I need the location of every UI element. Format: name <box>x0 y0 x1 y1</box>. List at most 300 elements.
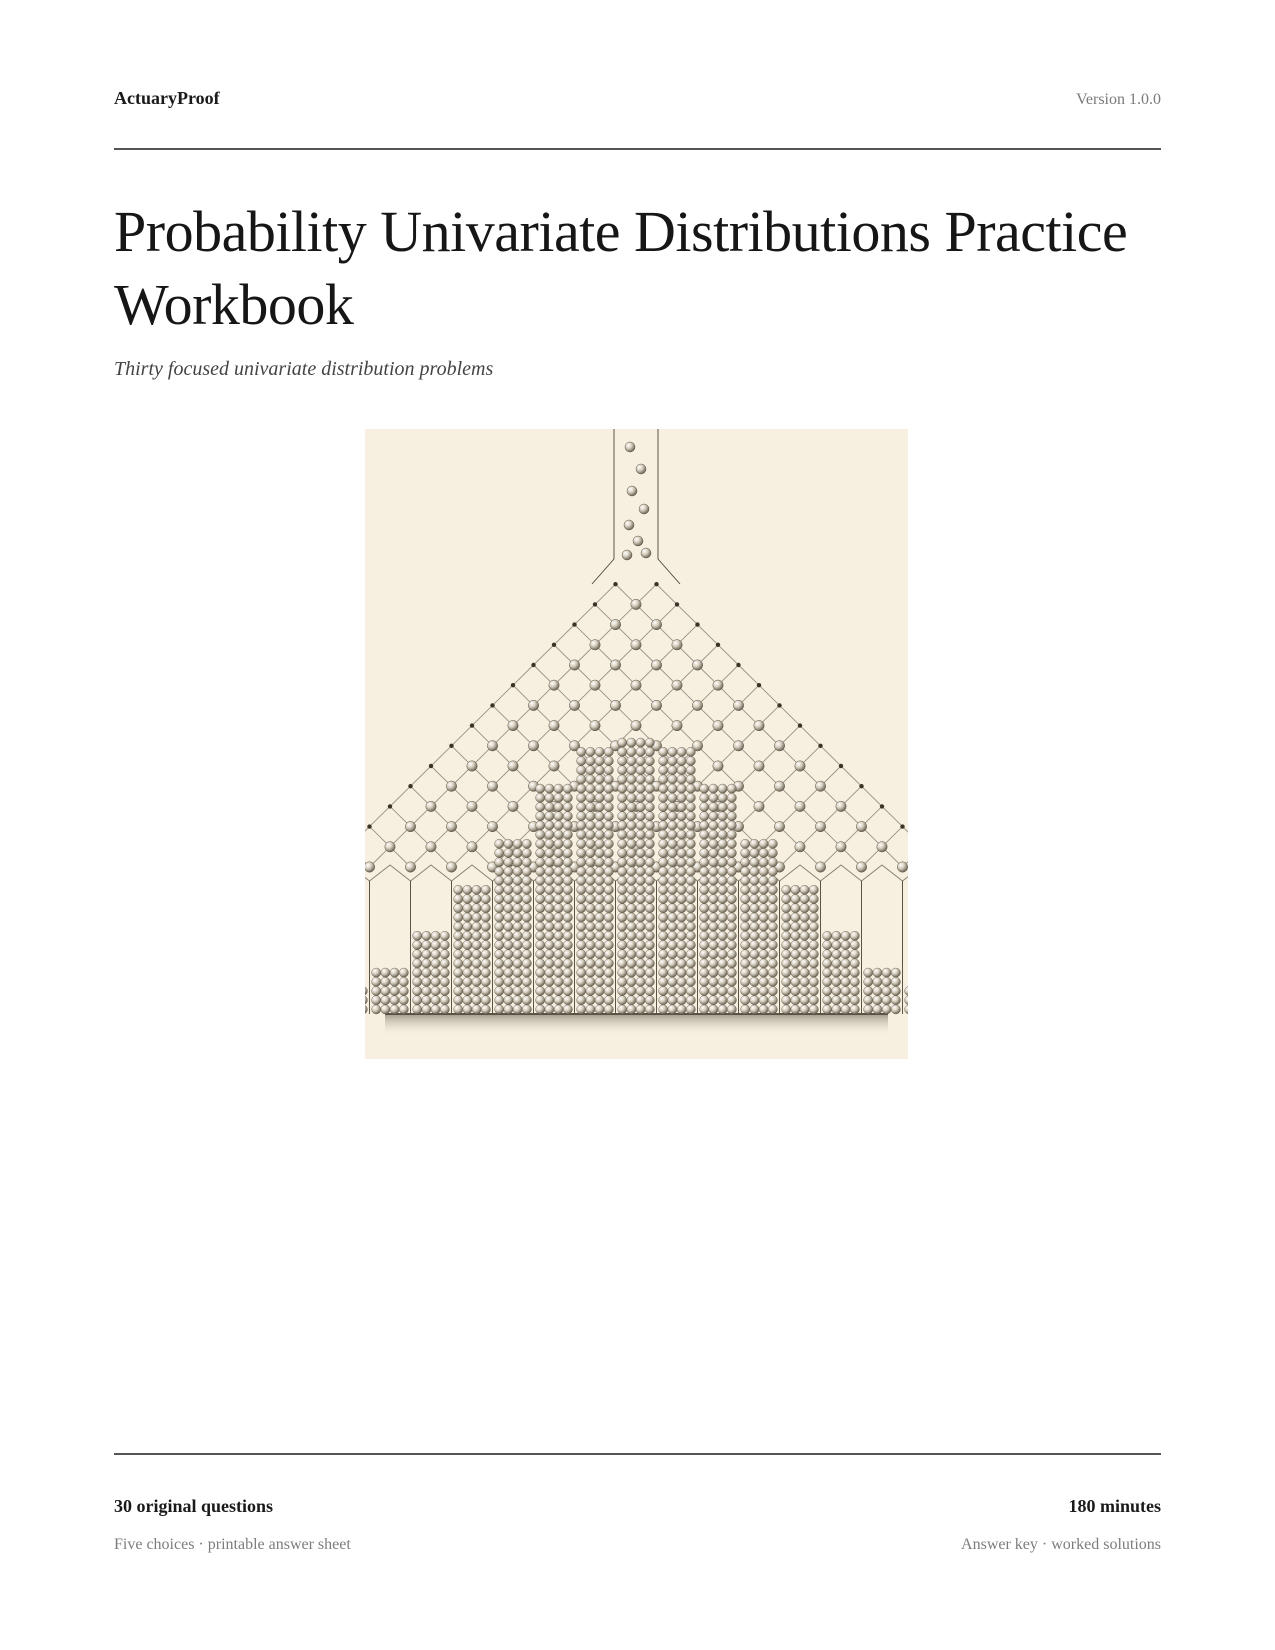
bin-ball <box>545 950 554 959</box>
bin-ball <box>750 858 759 867</box>
bin-ball <box>645 784 654 793</box>
bin-ball <box>577 756 586 765</box>
bin-ball <box>741 858 750 867</box>
bin-ball <box>636 812 645 821</box>
bin-ball <box>645 793 654 802</box>
bin-ball <box>782 986 791 995</box>
bin-ball <box>677 848 686 857</box>
bin-ball <box>709 867 718 876</box>
bin-ball <box>700 885 709 894</box>
bin-ball <box>522 848 531 857</box>
bin-ball <box>864 968 873 977</box>
bin-ball <box>636 839 645 848</box>
lattice-line <box>534 645 555 665</box>
bin-ball <box>759 931 768 940</box>
bin-ball <box>791 968 800 977</box>
bin-ball <box>782 950 791 959</box>
falling-ball <box>625 442 635 452</box>
bin-ball <box>554 996 563 1005</box>
bin-ball <box>709 904 718 913</box>
bin-ball <box>595 848 604 857</box>
bin-ball <box>832 931 841 940</box>
bin-ball <box>750 931 759 940</box>
question-format: Five choices · printable answer sheet <box>114 1536 351 1553</box>
bin-ball <box>545 812 554 821</box>
bin-ball <box>595 977 604 986</box>
bin-ball <box>850 940 859 949</box>
bin-ball <box>727 858 736 867</box>
bin-ball <box>782 931 791 940</box>
bin-ball <box>586 802 595 811</box>
lattice-line <box>821 746 842 766</box>
bin-ball <box>586 848 595 857</box>
peg <box>405 862 415 872</box>
bin-ball <box>554 839 563 848</box>
bin-ball <box>554 894 563 903</box>
bin-ball <box>595 894 604 903</box>
bin-ball <box>495 940 504 949</box>
peg <box>467 761 477 771</box>
bin-ball <box>645 775 654 784</box>
bin-ball <box>677 867 686 876</box>
bin-ball <box>791 996 800 1005</box>
lattice-line <box>390 786 411 806</box>
bin-ball <box>536 812 545 821</box>
bin-ball <box>686 913 695 922</box>
bin-ball <box>604 885 613 894</box>
peg <box>754 761 764 771</box>
bin-ball <box>659 775 668 784</box>
bin-ball <box>586 904 595 913</box>
bin-ball <box>372 986 381 995</box>
bin-ball <box>686 885 695 894</box>
peg-tip <box>531 663 535 667</box>
bin-ball <box>545 968 554 977</box>
bin-ball <box>677 913 686 922</box>
peg <box>836 801 846 811</box>
bin-ball <box>727 922 736 931</box>
bin-ball <box>823 996 832 1005</box>
bin-ball <box>627 922 636 931</box>
bin-ball <box>677 756 686 765</box>
bin-ball <box>677 858 686 867</box>
bin-ball <box>832 968 841 977</box>
bin-ball <box>522 839 531 848</box>
footer-divider <box>114 1453 1161 1455</box>
bin-ball <box>472 885 481 894</box>
bin-ball <box>686 802 695 811</box>
bin-ball <box>677 839 686 848</box>
peg <box>590 720 600 730</box>
bin-ball <box>677 996 686 1005</box>
bin-ball <box>495 996 504 1005</box>
bin-ball <box>440 986 449 995</box>
bin-ball <box>686 784 695 793</box>
bin-ball <box>659 821 668 830</box>
bin-ball <box>718 848 727 857</box>
bin-ball <box>668 986 677 995</box>
bin-ball <box>604 922 613 931</box>
bin-ball <box>782 913 791 922</box>
bin-ball <box>823 1005 832 1014</box>
bin-ball <box>618 885 627 894</box>
bin-ball <box>677 904 686 913</box>
bin-ball <box>800 996 809 1005</box>
bin-ball <box>554 931 563 940</box>
bin-ball <box>522 959 531 968</box>
bin-ball <box>741 922 750 931</box>
bin-ball <box>495 959 504 968</box>
peg <box>836 842 846 852</box>
bin-ball <box>741 839 750 848</box>
bin-ball <box>750 913 759 922</box>
bin-ball <box>636 747 645 756</box>
bin-ball <box>800 931 809 940</box>
bin-ball <box>563 867 572 876</box>
bin-ball <box>604 931 613 940</box>
bin-ball <box>700 876 709 885</box>
bin-ball <box>504 950 513 959</box>
bin-ball <box>659 766 668 775</box>
bin-ball <box>718 922 727 931</box>
lattice-line <box>370 806 391 826</box>
bin-ball <box>645 885 654 894</box>
bin-ball <box>545 876 554 885</box>
bin-ball <box>636 940 645 949</box>
bin-ball <box>586 775 595 784</box>
bin-ball <box>700 812 709 821</box>
peg-tip <box>388 804 392 808</box>
bin-ball <box>718 894 727 903</box>
bin-ball <box>727 959 736 968</box>
bin-ball <box>841 996 850 1005</box>
bin-ball <box>554 830 563 839</box>
peg <box>774 781 784 791</box>
bin-ball <box>832 950 841 959</box>
bin-ball <box>586 922 595 931</box>
peg-tip <box>880 804 884 808</box>
bin-ball <box>513 839 522 848</box>
bin-ball <box>545 931 554 940</box>
bin-ball <box>864 1005 873 1014</box>
bin-ball <box>686 766 695 775</box>
bin-ball <box>504 922 513 931</box>
peg <box>774 821 784 831</box>
footer-details <box>114 1536 1161 1554</box>
bin-ball <box>399 968 408 977</box>
bin-ball <box>864 996 873 1005</box>
bin-ball <box>727 931 736 940</box>
bin-ball <box>595 922 604 931</box>
bin-ball <box>905 996 908 1005</box>
bin-ball <box>472 959 481 968</box>
bin-ball <box>536 894 545 903</box>
galton-board-illustration <box>365 429 908 1059</box>
bin-ball <box>809 950 818 959</box>
bin-ball <box>668 756 677 765</box>
bin-ball <box>750 950 759 959</box>
bin-ball <box>718 968 727 977</box>
bin-ball <box>463 904 472 913</box>
bin-ball <box>636 885 645 894</box>
bin-ball <box>750 885 759 894</box>
bin-ball <box>759 1005 768 1014</box>
peg <box>508 720 518 730</box>
peg <box>365 862 375 872</box>
bin-ball <box>645 940 654 949</box>
bin-ball <box>727 977 736 986</box>
bin-ball <box>577 922 586 931</box>
bin-ball <box>750 959 759 968</box>
bin-ball <box>677 959 686 968</box>
bin-ball <box>636 931 645 940</box>
bin-ball <box>891 986 900 995</box>
peg <box>815 862 825 872</box>
bin-ball <box>727 848 736 857</box>
workbook-title: Probability Univariate Distributions Practice Workbook <box>114 199 1128 337</box>
bin-ball <box>727 802 736 811</box>
lattice-line <box>554 625 575 645</box>
bin-ball <box>563 959 572 968</box>
peg-tip <box>798 723 802 727</box>
bin-ball <box>750 839 759 848</box>
bin-ball <box>759 867 768 876</box>
bin-ball <box>586 1005 595 1014</box>
bin-ball <box>563 1005 572 1014</box>
bin-ball <box>454 950 463 959</box>
bin-ball <box>422 931 431 940</box>
bin-ball <box>390 968 399 977</box>
bin-ball <box>645 876 654 885</box>
bin-ball <box>536 904 545 913</box>
bin-ball <box>454 940 463 949</box>
bin-ball <box>618 821 627 830</box>
peg <box>754 801 764 811</box>
bin-ball <box>536 996 545 1005</box>
peg-tip <box>695 622 699 626</box>
bin-ball <box>636 784 645 793</box>
peg <box>446 781 456 791</box>
bin-ball <box>422 977 431 986</box>
bin-ball <box>668 747 677 756</box>
floor-shadow <box>385 1014 888 1036</box>
bin-ball <box>472 968 481 977</box>
bin-ball <box>577 913 586 922</box>
bin-ball <box>800 968 809 977</box>
bin-ball <box>759 996 768 1005</box>
peg <box>795 761 805 771</box>
bin-ball <box>595 968 604 977</box>
bin-ball <box>618 876 627 885</box>
peg <box>569 660 579 670</box>
peg-tip <box>408 784 412 788</box>
bin-ball <box>604 858 613 867</box>
bin-ball <box>741 1005 750 1014</box>
bin-ball <box>463 1005 472 1014</box>
bin-ball <box>554 913 563 922</box>
bin-ball <box>595 839 604 848</box>
bin-ball <box>686 968 695 977</box>
bin-ball <box>809 931 818 940</box>
bin-ball <box>768 1005 777 1014</box>
bin-ball <box>545 858 554 867</box>
bin-ball <box>604 996 613 1005</box>
bin-ball <box>504 986 513 995</box>
bin-ball <box>513 986 522 995</box>
bin-ball <box>627 940 636 949</box>
bin-ball <box>659 858 668 867</box>
bin-ball <box>372 1005 381 1014</box>
peg <box>549 680 559 690</box>
bin-ball <box>668 812 677 821</box>
bin-ball <box>604 904 613 913</box>
bin-ball <box>577 968 586 977</box>
bin-ball <box>700 904 709 913</box>
bin-ball <box>586 940 595 949</box>
lattice-line <box>759 685 780 705</box>
bin-ball <box>659 968 668 977</box>
bin-ball <box>604 802 613 811</box>
bin-ball <box>586 931 595 940</box>
bin-ball <box>677 876 686 885</box>
bin-ball <box>554 986 563 995</box>
bin-ball <box>536 913 545 922</box>
bin-ball <box>481 922 490 931</box>
bin-ball <box>800 922 809 931</box>
bin-ball <box>545 802 554 811</box>
bin-ball <box>636 950 645 959</box>
peg <box>672 680 682 690</box>
bin-ball <box>782 894 791 903</box>
bin-ball <box>727 839 736 848</box>
bin-ball <box>513 876 522 885</box>
bin-ball <box>718 830 727 839</box>
bin-ball <box>832 986 841 995</box>
bin-ball <box>700 848 709 857</box>
peg <box>446 862 456 872</box>
bin-ball <box>700 950 709 959</box>
bin-ball <box>536 931 545 940</box>
bin-ball <box>481 1005 490 1014</box>
bin-ball <box>481 940 490 949</box>
bin-ball <box>577 802 586 811</box>
bin-ball <box>645 858 654 867</box>
bin-ball <box>627 821 636 830</box>
bin-ball <box>595 802 604 811</box>
bin-ball <box>586 821 595 830</box>
bin-ball <box>413 986 422 995</box>
bin-ball <box>686 996 695 1005</box>
bin-ball <box>718 867 727 876</box>
bin-ball <box>727 996 736 1005</box>
bin-ball <box>882 1005 891 1014</box>
bin-ball <box>586 812 595 821</box>
lattice-line <box>862 786 883 806</box>
bin-ball <box>595 940 604 949</box>
peg-tip <box>613 582 617 586</box>
bin-ball <box>677 830 686 839</box>
bin-ball <box>809 977 818 986</box>
peg <box>774 741 784 751</box>
bin-ball <box>686 812 695 821</box>
bin-ball <box>709 959 718 968</box>
bin-ball <box>709 996 718 1005</box>
bin-cap <box>821 865 862 881</box>
bin-ball <box>586 867 595 876</box>
bin-ball <box>718 839 727 848</box>
bin-ball <box>709 931 718 940</box>
bin-ball <box>536 940 545 949</box>
bin-ball <box>659 747 668 756</box>
bin-ball <box>841 940 850 949</box>
bin-ball <box>454 996 463 1005</box>
peg-tip <box>449 744 453 748</box>
bin-ball <box>645 968 654 977</box>
bin-ball <box>768 931 777 940</box>
bin-ball <box>604 839 613 848</box>
bin-ball <box>577 775 586 784</box>
bin-ball <box>422 950 431 959</box>
peg <box>631 680 641 690</box>
peg <box>446 821 456 831</box>
bin-ball <box>513 931 522 940</box>
bin-ball <box>791 894 800 903</box>
bin-ball <box>595 959 604 968</box>
bin-ball <box>536 950 545 959</box>
bin-ball <box>595 858 604 867</box>
bin-ball <box>472 986 481 995</box>
bin-ball <box>586 986 595 995</box>
bin-ball <box>645 950 654 959</box>
bin-ball <box>563 950 572 959</box>
bin-ball <box>659 913 668 922</box>
bin-ball <box>563 802 572 811</box>
peg <box>508 801 518 811</box>
bin-ball <box>627 904 636 913</box>
bin-ball <box>522 1005 531 1014</box>
bin-ball <box>759 986 768 995</box>
bin-ball <box>768 986 777 995</box>
bin-ball <box>718 986 727 995</box>
bin-ball <box>536 830 545 839</box>
bin-ball <box>750 876 759 885</box>
bin-ball <box>481 986 490 995</box>
bin-ball <box>791 931 800 940</box>
bin-ball <box>595 821 604 830</box>
bin-ball <box>463 894 472 903</box>
bin-ball <box>668 876 677 885</box>
bin-ball <box>545 839 554 848</box>
bin-ball <box>554 940 563 949</box>
bin-ball <box>440 959 449 968</box>
bin-ball <box>718 784 727 793</box>
bin-ball <box>636 1005 645 1014</box>
bin-ball <box>604 747 613 756</box>
bin-ball <box>709 885 718 894</box>
bin-ball <box>841 1005 850 1014</box>
bin-ball <box>627 913 636 922</box>
peg-tip <box>470 723 474 727</box>
bin-ball <box>554 959 563 968</box>
bin-ball <box>873 1005 882 1014</box>
bin-ball <box>463 940 472 949</box>
peg <box>897 862 907 872</box>
bin-ball <box>645 986 654 995</box>
bin-ball <box>809 894 818 903</box>
bin-ball <box>586 784 595 793</box>
bin-ball <box>577 848 586 857</box>
bin-ball <box>636 821 645 830</box>
